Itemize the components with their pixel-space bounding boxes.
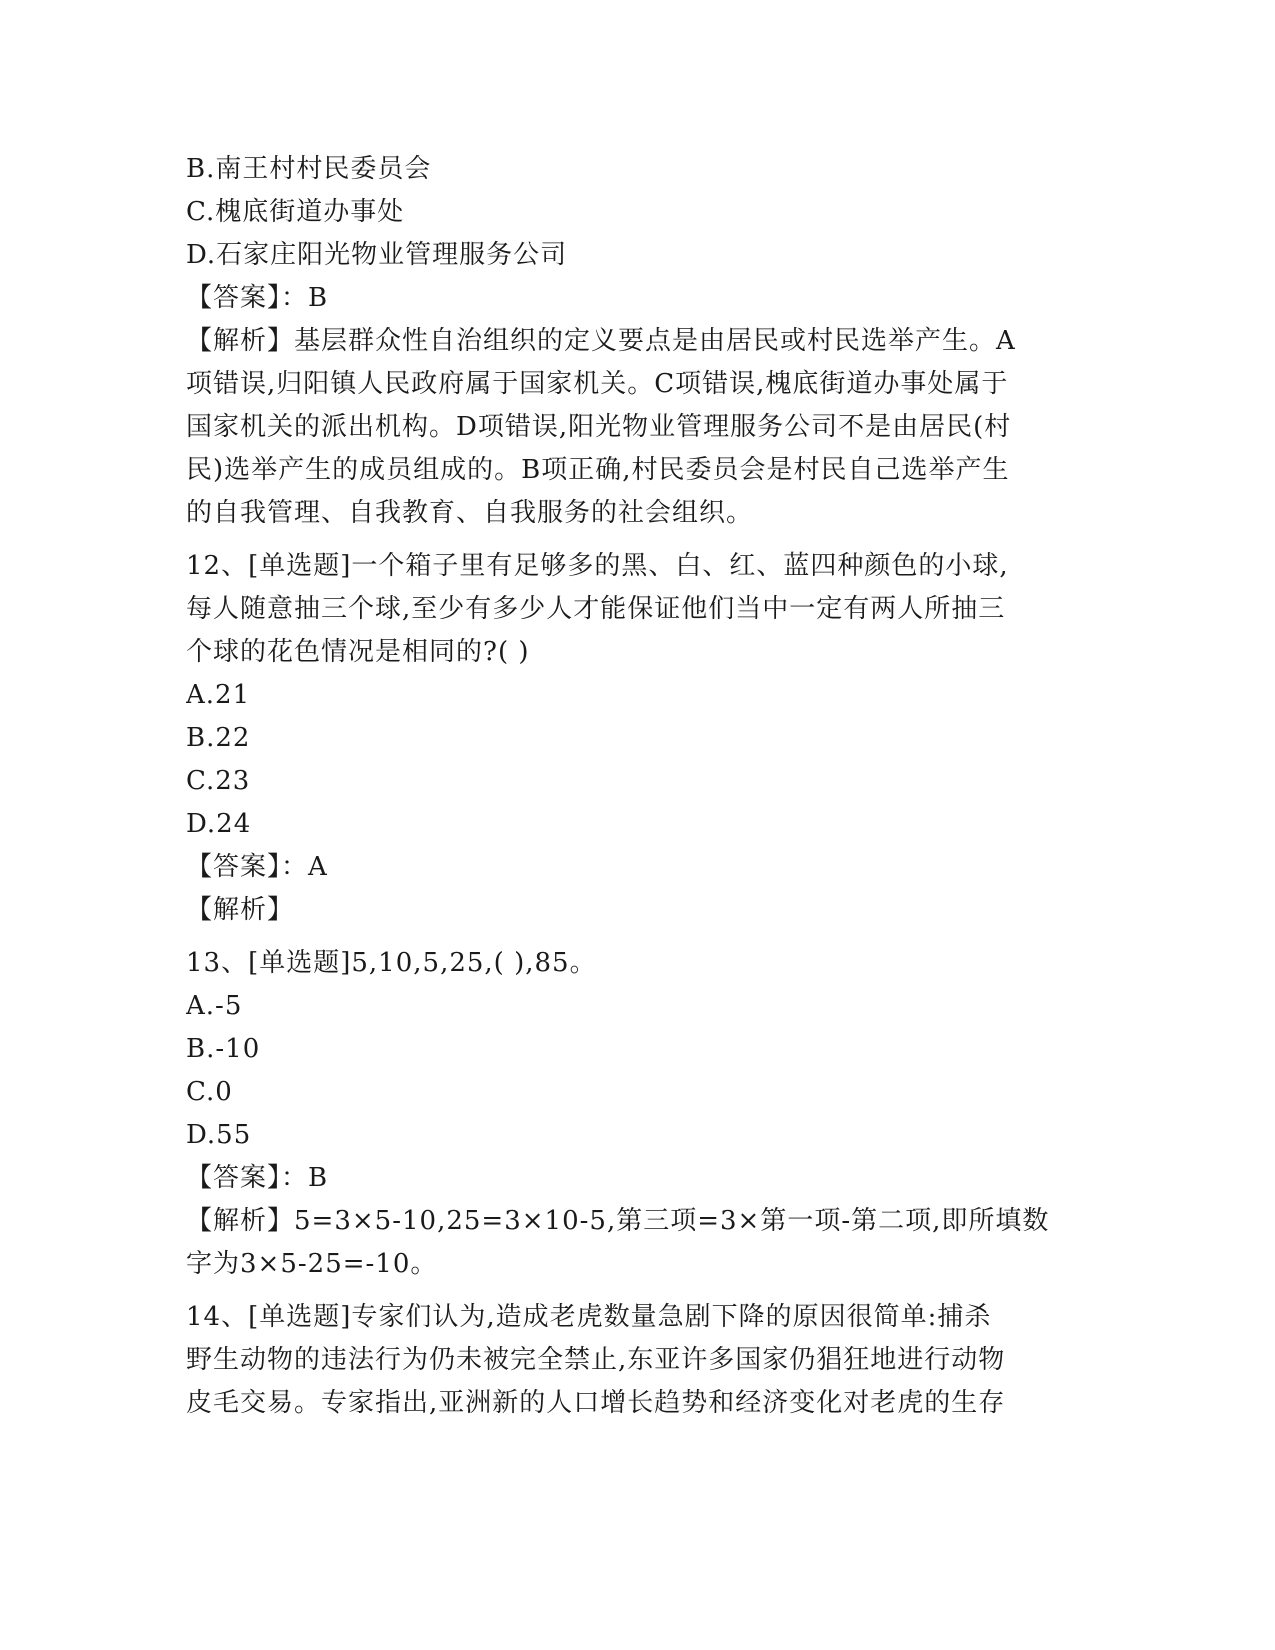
- analysis-line: 的自我管理、自我教育、自我服务的社会组织。: [186, 498, 754, 528]
- question-text-line: 个球的花色情况是相同的?( ): [186, 637, 530, 667]
- option-c: C.槐底街道办事处: [186, 197, 405, 227]
- answer: 【答案】：B: [186, 1163, 329, 1193]
- option-b: B.22: [186, 723, 251, 753]
- spacer: [186, 932, 1066, 942]
- question-11: [186, 148, 1066, 535]
- question-text: 13、[单选题]5,10,5,25,( ),85。: [186, 948, 597, 978]
- question-text-line: 14、[单选题]专家们认为,造成老虎数量急剧下降的原因很简单:捕杀: [186, 1302, 992, 1332]
- option-d: D.24: [186, 809, 252, 839]
- analysis-line: 【解析】基层群众性自治组织的定义要点是由居民或村民选举产生。A: [186, 326, 1016, 356]
- document-content: [186, 148, 1066, 1425]
- analysis-line: 民)选举产生的成员组成的。B项正确,村民委员会是村民自己选举产生: [186, 455, 1010, 485]
- option-d: D.55: [186, 1120, 252, 1150]
- question-13: [186, 942, 1066, 1286]
- option-a: A.-5: [186, 991, 243, 1021]
- analysis-line: 【解析】5=3×5-10,25=3×10-5,第三项=3×第一项-第二项,即所填数: [186, 1206, 1050, 1236]
- question-14: [186, 1296, 1066, 1425]
- option-b: B.南王村村民委员会: [186, 154, 432, 184]
- option-b: B.-10: [186, 1034, 261, 1064]
- option-c: C.23: [186, 766, 251, 796]
- question-text-line: 野生动物的违法行为仍未被完全禁止,东亚许多国家仍猖狂地进行动物: [186, 1345, 1006, 1375]
- question-text-line: 皮毛交易。专家指出,亚洲新的人口增长趋势和经济变化对老虎的生存: [186, 1388, 1006, 1418]
- question-text-line: 12、[单选题]一个箱子里有足够多的黑、白、红、蓝四种颜色的小球,: [186, 551, 1009, 581]
- analysis: 【解析】: [186, 895, 295, 925]
- option-c: C.0: [186, 1077, 233, 1107]
- option-d: D.石家庄阳光物业管理服务公司: [186, 240, 568, 270]
- question-text-line: 每人随意抽三个球,至少有多少人才能保证他们当中一定有两人所抽三: [186, 594, 1006, 624]
- analysis-line: 字为3×5-25=-10。: [186, 1249, 438, 1279]
- question-12: [186, 545, 1066, 932]
- spacer: [186, 1286, 1066, 1296]
- option-a: A.21: [186, 680, 251, 710]
- analysis-line: 项错误,归阳镇人民政府属于国家机关。C项错误,槐底街道办事处属于: [186, 369, 1009, 399]
- spacer: [186, 535, 1066, 545]
- answer: 【答案】：A: [186, 852, 328, 882]
- analysis-line: 国家机关的派出机构。D项错误,阳光物业管理服务公司不是由居民(村: [186, 412, 1012, 442]
- answer: 【答案】：B: [186, 283, 329, 313]
